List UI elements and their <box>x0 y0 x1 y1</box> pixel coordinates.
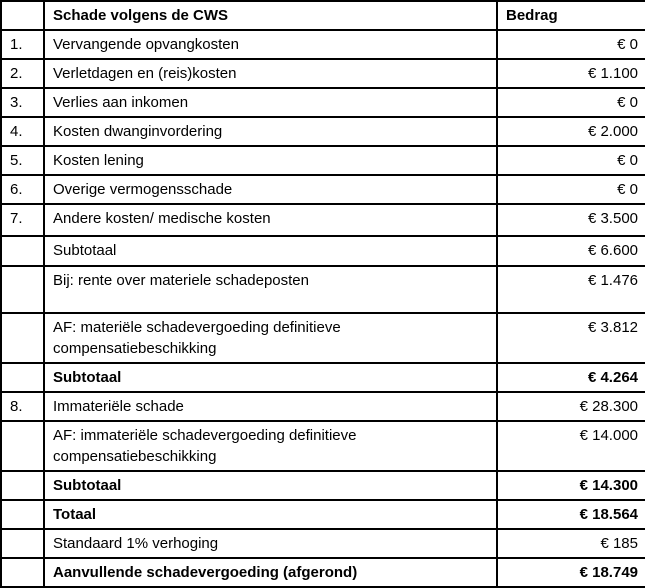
table-row <box>1 236 645 266</box>
row-number-cell: 3. <box>1 88 44 117</box>
row-number-cell <box>1 313 44 363</box>
row-number-cell <box>1 471 44 500</box>
row-amount-cell: € 1.100 <box>497 59 645 88</box>
row-amount-cell: € 14.000 <box>497 421 645 471</box>
row-label-cell: AF: materiële schadevergoeding definitieve compensatiebeschikking <box>44 313 497 363</box>
row-number-cell: 8. <box>1 392 44 421</box>
row-amount-cell: € 0 <box>497 30 645 59</box>
table-row <box>1 146 645 175</box>
row-label-cell: Andere kosten/ medische kosten <box>44 204 497 236</box>
row-label-cell: Subtotaal <box>44 363 497 392</box>
header-number-cell <box>1 1 44 30</box>
header-bedrag-label: Bedrag <box>497 1 645 30</box>
header-row <box>1 1 645 30</box>
row-amount-cell: € 0 <box>497 88 645 117</box>
row-label-cell: Verlies aan inkomen <box>44 88 497 117</box>
row-amount-cell: € 18.564 <box>497 500 645 529</box>
row-label-cell: Kosten lening <box>44 146 497 175</box>
row-label-cell: Standaard 1% verhoging <box>44 529 497 558</box>
row-amount-cell: € 185 <box>497 529 645 558</box>
row-label-cell: Subtotaal <box>44 236 497 266</box>
row-number-cell <box>1 558 44 587</box>
table-row <box>1 59 645 88</box>
row-amount-cell: € 4.264 <box>497 363 645 392</box>
row-number-cell: 7. <box>1 204 44 236</box>
row-amount-cell: € 14.300 <box>497 471 645 500</box>
row-number-cell <box>1 529 44 558</box>
row-amount-cell: € 3.500 <box>497 204 645 236</box>
table-row <box>1 30 645 59</box>
row-amount-cell: € 1.476 <box>497 266 645 313</box>
row-label-cell: Overige vermogensschade <box>44 175 497 204</box>
table-row <box>1 204 645 236</box>
row-label-cell: Kosten dwanginvordering <box>44 117 497 146</box>
header-schade-label: Schade volgens de CWS <box>44 1 497 30</box>
row-amount-cell: € 2.000 <box>497 117 645 146</box>
row-number-cell <box>1 266 44 313</box>
row-number-cell <box>1 500 44 529</box>
row-label-cell: Subtotaal <box>44 471 497 500</box>
table-row <box>1 313 645 363</box>
row-amount-cell: € 18.749 <box>497 558 645 587</box>
row-number-cell: 6. <box>1 175 44 204</box>
table-row <box>1 558 645 587</box>
row-label-cell: Verletdagen en (reis)kosten <box>44 59 497 88</box>
row-number-cell <box>1 236 44 266</box>
table-row <box>1 363 645 392</box>
table-row <box>1 175 645 204</box>
row-amount-cell: € 0 <box>497 146 645 175</box>
row-label-cell: Totaal <box>44 500 497 529</box>
row-label-cell: Vervangende opvangkosten <box>44 30 497 59</box>
table-row <box>1 471 645 500</box>
row-number-cell: 4. <box>1 117 44 146</box>
table-row <box>1 266 645 313</box>
table-row <box>1 500 645 529</box>
table-row <box>1 88 645 117</box>
row-number-cell: 2. <box>1 59 44 88</box>
row-number-cell <box>1 421 44 471</box>
row-label-cell: Bij: rente over materiele schadeposten <box>44 266 497 313</box>
row-label-cell: Aanvullende schadevergoeding (afgerond) <box>44 558 497 587</box>
table-row <box>1 392 645 421</box>
table-row <box>1 421 645 471</box>
row-amount-cell: € 28.300 <box>497 392 645 421</box>
table-row <box>1 117 645 146</box>
row-amount-cell: € 6.600 <box>497 236 645 266</box>
table-body <box>1 30 645 587</box>
row-label-cell: AF: immateriële schadevergoeding definitieve compensatiebeschikking <box>44 421 497 471</box>
row-amount-cell: € 3.812 <box>497 313 645 363</box>
row-number-cell: 1. <box>1 30 44 59</box>
table-row <box>1 529 645 558</box>
row-label-cell: Immateriële schade <box>44 392 497 421</box>
row-number-cell: 5. <box>1 146 44 175</box>
row-number-cell <box>1 363 44 392</box>
row-amount-cell: € 0 <box>497 175 645 204</box>
